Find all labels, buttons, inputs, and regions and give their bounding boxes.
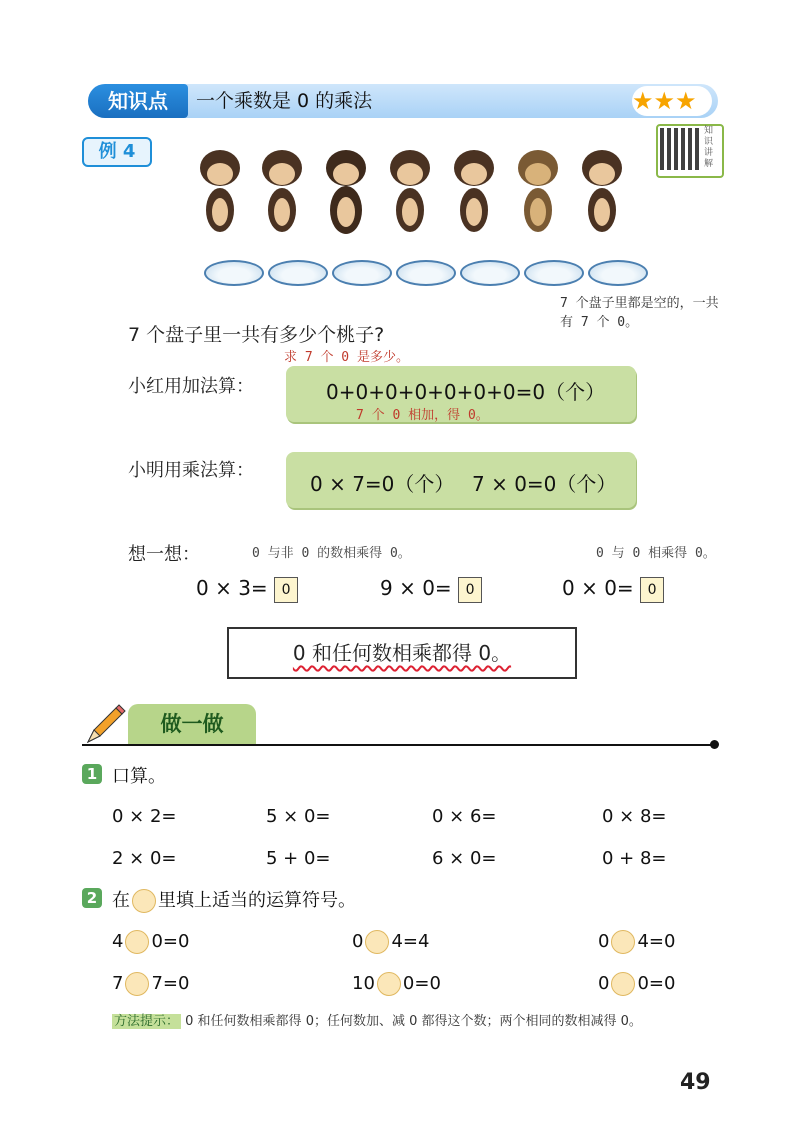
page-number: 49 bbox=[680, 1070, 711, 1095]
operator-blank[interactable] bbox=[611, 972, 635, 996]
star-icon: ★ bbox=[632, 87, 654, 115]
answer-box[interactable]: 0 bbox=[640, 577, 664, 603]
plate-note: 7 个盘子里都是空的，一共有 7 个 0。 bbox=[560, 296, 719, 330]
plate-icon bbox=[204, 260, 264, 286]
think-expr: 9 × 0= bbox=[380, 576, 452, 600]
answer-box[interactable]: 0 bbox=[274, 577, 298, 603]
question-title bbox=[112, 886, 356, 913]
operator-blank[interactable] bbox=[125, 972, 149, 996]
operator-exercise bbox=[112, 972, 189, 996]
exercise-item[interactable]: 5 × 0= bbox=[266, 806, 331, 827]
operator-exercise bbox=[352, 972, 441, 996]
operator-exercise bbox=[598, 930, 675, 954]
question-title-pre: 在 bbox=[112, 890, 130, 911]
question-title: 口算。 bbox=[112, 766, 166, 787]
operator-exercise bbox=[598, 972, 675, 996]
think-label: 想一想： bbox=[128, 544, 200, 565]
operand: 4 bbox=[112, 931, 124, 952]
monkeys-illustration bbox=[180, 140, 660, 250]
xiaohong-label: 小红用加法算： bbox=[128, 376, 254, 397]
operand: 0=0 bbox=[151, 931, 190, 952]
answer-box[interactable]: 0 bbox=[458, 577, 482, 603]
rule-box bbox=[227, 627, 577, 679]
example-question: 7 个盘子里一共有多少个桃子? bbox=[128, 324, 385, 346]
example-tag: 例 4 bbox=[82, 137, 152, 167]
monkey-icon bbox=[200, 150, 622, 234]
xiaohong-box bbox=[286, 366, 636, 422]
exercise-item[interactable]: 6 × 0= bbox=[432, 848, 497, 869]
operator-blank[interactable] bbox=[611, 930, 635, 954]
xiaoming-box bbox=[286, 452, 636, 508]
star-icon: ★ bbox=[675, 87, 697, 115]
operand: 0 bbox=[598, 973, 610, 994]
operand: 4=4 bbox=[391, 931, 430, 952]
question-hint: 求 7 个 0 是多少。 bbox=[284, 350, 409, 365]
operand: 7=0 bbox=[151, 973, 190, 994]
practice-title: 做一做 bbox=[128, 704, 256, 744]
xiaohong-equation: 0+0+0+0+0+0+0=0（个） bbox=[326, 380, 606, 404]
divider bbox=[82, 744, 716, 746]
think-equation bbox=[380, 576, 482, 603]
qr-label: 知识讲解 bbox=[704, 126, 714, 169]
exercise-item[interactable]: 0 × 6= bbox=[432, 806, 497, 827]
question-number: 1 bbox=[82, 764, 102, 784]
question-number: 2 bbox=[82, 888, 102, 908]
operator-exercise bbox=[112, 930, 189, 954]
tip-text: 0 和任何数相乘都得 0；任何数加、减 0 都得这个数；两个相同的数相减得 0。 bbox=[185, 1014, 642, 1029]
think-equation bbox=[196, 576, 298, 603]
xiaoming-label: 小明用乘法算： bbox=[128, 460, 254, 481]
xiaohong-hint: 7 个 0 相加，得 0。 bbox=[356, 408, 489, 423]
plate-icon bbox=[460, 260, 520, 286]
operand: 0=0 bbox=[637, 973, 676, 994]
exercise-item[interactable]: 2 × 0= bbox=[112, 848, 177, 869]
plate-icon bbox=[524, 260, 584, 286]
operand: 0 bbox=[598, 931, 610, 952]
qr-code-icon[interactable] bbox=[660, 128, 702, 170]
plate-icon bbox=[588, 260, 648, 286]
exercise-item[interactable]: 0 + 8= bbox=[602, 848, 667, 869]
think-hint-2: 0 与 0 相乘得 0。 bbox=[596, 546, 716, 561]
rule-text: 0 和任何数相乘都得 0。 bbox=[292, 641, 512, 665]
think-expr: 0 × 0= bbox=[562, 576, 634, 600]
plate-icon bbox=[396, 260, 456, 286]
operand: 0=0 bbox=[402, 973, 441, 994]
question-title-post: 里填上适当的运算符号。 bbox=[158, 890, 356, 911]
difficulty-stars bbox=[632, 86, 712, 116]
xiaoming-equation-1: 0 × 7=0（个） bbox=[310, 472, 455, 496]
knowledge-title: 一个乘数是 0 的乘法 bbox=[196, 90, 373, 112]
method-tip bbox=[112, 1010, 642, 1029]
operand: 10 bbox=[352, 973, 375, 994]
pencil-icon bbox=[82, 702, 126, 746]
operator-exercise bbox=[352, 930, 429, 954]
plate-icon bbox=[268, 260, 328, 286]
think-hint-1: 0 与非 0 的数相乘得 0。 bbox=[252, 546, 411, 561]
exercise-item[interactable]: 0 × 2= bbox=[112, 806, 177, 827]
operator-blank[interactable] bbox=[125, 930, 149, 954]
exercise-item[interactable]: 5 + 0= bbox=[266, 848, 331, 869]
star-icon: ★ bbox=[653, 87, 676, 115]
divider-dot bbox=[710, 740, 719, 749]
circle-blank-icon bbox=[132, 889, 156, 913]
tip-label: 方法提示： bbox=[114, 1014, 180, 1029]
operator-blank[interactable] bbox=[365, 930, 389, 954]
plate-icon bbox=[332, 260, 392, 286]
operand: 4=0 bbox=[637, 931, 676, 952]
think-equation bbox=[562, 576, 664, 603]
operator-blank[interactable] bbox=[377, 972, 401, 996]
operand: 7 bbox=[112, 973, 124, 994]
knowledge-tag: 知识点 bbox=[88, 84, 188, 118]
think-expr: 0 × 3= bbox=[196, 576, 268, 600]
operand: 0 bbox=[352, 931, 364, 952]
exercise-item[interactable]: 0 × 8= bbox=[602, 806, 667, 827]
xiaoming-equation-2: 7 × 0=0（个） bbox=[472, 472, 617, 496]
